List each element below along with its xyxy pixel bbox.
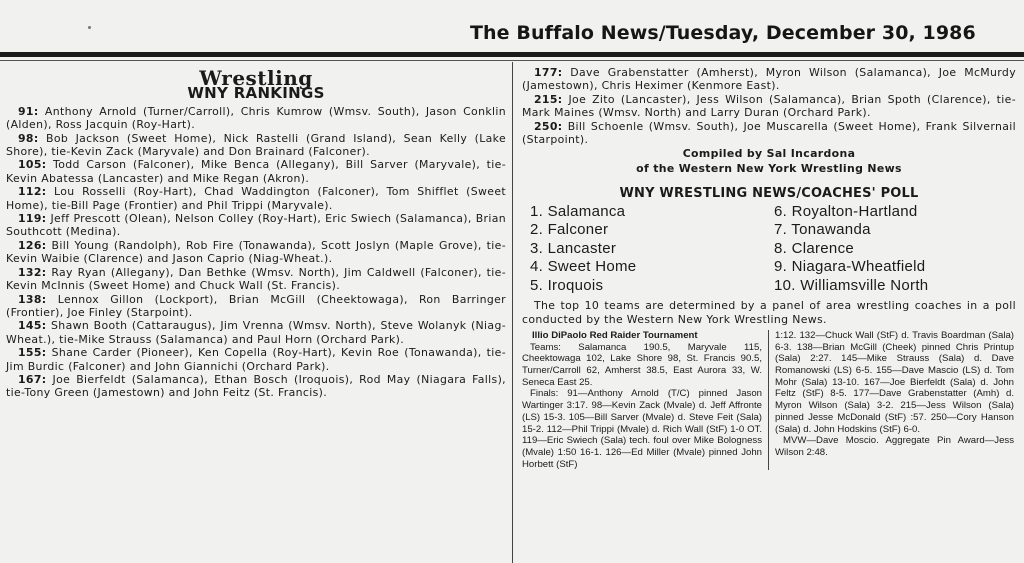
ranking-entry (522, 120, 1016, 147)
tournament-finals-continued: 1:12. 132—Chuck Wall (StF) d. Travis Boardman (Sala) 6-3. 138—Brian McGill (Cheek) pinned Chris Printup (Sala) 2:27. 145—Mike Strauss (Sala) d. Dave Romanowski (LS) 6-5. 155—Dave Mascio (LS) d. Tom Mohr (Sala) 13-10. 167—Joe Bierfeldt (Sala) d. John Feltz (StF) 8-5. 177—Dave Grabenstatter (Amh) d. Myron Wilson (Sala) 3-2. 215—Jess Wilson (Sala) pinned Jesse McDonald (StF) :57. 250—Cory Hanson (Sala) d. John Hodskins (StF) 6-0. (775, 329, 1014, 435)
rankings-list-continued (522, 66, 1016, 146)
poll-note: The top 10 teams are determined by a panel of area wrestling coaches in a poll conducted by the Western New York Wrestling News. (522, 299, 1016, 326)
poll-team: 10. Williamsville North (774, 276, 929, 294)
ranking-entry (522, 93, 1016, 120)
ranked-wrestlers: Jeff Prescott (Olean), Nelson Colley (Roy-Hart), Eric Swiech (Salamanca), Brian Southcott (Medina). (6, 212, 506, 239)
ranking-entry (6, 373, 506, 400)
weight-class: 112: (18, 185, 47, 199)
weight-class: 155: (18, 346, 47, 360)
poll-team: 4. Sweet Home (530, 258, 637, 276)
tournament-results (522, 330, 1016, 470)
weight-class: 98: (18, 131, 39, 145)
rankings-list (6, 105, 506, 400)
poll-team: 5. Iroquois (530, 276, 604, 294)
ranked-wrestlers: Joe Bierfeldt (Salamanca), Ethan Bosch (Iroquois), Rod May (Niagara Falls), tie-Tony Green (Jamestown) and John Feitz (St. Francis). (6, 372, 506, 400)
weight-class: 105: (18, 158, 47, 172)
ranked-wrestlers: Dave Grabenstatter (Amherst), Myron Wilson (Salamanca), Joe McMurdy (Jamestown), Chris Heximer (Kenmore East). (522, 66, 1016, 93)
weight-class: 177: (534, 66, 563, 79)
left-column (6, 66, 506, 400)
ranked-wrestlers: Lou Rosselli (Roy-Hart), Chad Waddington (Falconer), Tom Shifflet (Sweet Home), tie-Bill Page (Frontier) and Phil Trippi (Maryvale). (6, 185, 506, 212)
rankings-subheading: WNY RANKINGS (187, 84, 325, 103)
ranked-wrestlers: Bill Schoenle (Wmsv. South), Joe Muscarella (Sweet Home), Frank Silvernail (Starpoint). (522, 119, 1016, 147)
ranked-wrestlers: Bob Jackson (Sweet Home), Nick Rastelli (Grand Island), Sean Kelly (Lake Shore), tie-Kevin Zack (Maryvale) and Don Brainard (Falconer). (6, 131, 506, 159)
ranked-wrestlers: Todd Carson (Falconer), Mike Benca (Allegany), Bill Sarver (Maryvale), tie-Kevin Abatessa (Lancaster) and Mike Regan (Akron). (6, 158, 506, 185)
weight-class: 119: (18, 212, 47, 226)
speck (88, 26, 91, 29)
weight-class: 138: (18, 292, 47, 306)
ranking-entry (6, 212, 506, 239)
weight-class: 215: (534, 92, 563, 106)
ranked-wrestlers: Ray Ryan (Allegany), Dan Bethke (Wmsv. North), Jim Caldwell (Falconer), tie-Kevin McInnis (Sweet Home) and Chuck Wall (St. Francis). (6, 265, 506, 293)
ranking-entry (6, 346, 506, 373)
masthead (0, 0, 1024, 50)
ranking-entry (522, 66, 1016, 93)
weight-class: 167: (18, 372, 47, 386)
ranked-wrestlers: Shane Carder (Pioneer), Ken Copella (Roy-Hart), Kevin Roe (Tonawanda), tie-Jim Burdic (Falconer) and John Giannichi (Orchard Park). (6, 346, 506, 373)
ranking-entry (6, 239, 506, 266)
ranked-wrestlers: Shawn Booth (Cattaraugus), Jim Vrenna (Wmsv. North), Steve Wolanyk (Niag-Wheat.), tie-Mike Strauss (Salamanca) and Paul Horn (Orchard Park). (6, 319, 506, 346)
section-heading: Wrestling (199, 66, 313, 90)
ranked-wrestlers: Bill Young (Randolph), Rob Fire (Tonawanda), Scott Joslyn (Maple Grove), tie-Kevin Waibie (Clarence) and Jason Caprio (Niag-Wheat.). (6, 238, 506, 266)
poll-team: 9. Niagara-Wheatfield (774, 258, 926, 276)
ranking-entry (6, 105, 506, 132)
ranked-wrestlers: Lennox Gillon (Lockport), Brian McGill (Cheektowaga), Ron Barringer (Frontier), Joe Finley (Starpoint). (6, 292, 506, 319)
poll-team: 2. Falconer (530, 221, 609, 239)
tournament-heading: Illio DiPaolo Red Raider Tournament (532, 329, 698, 341)
weight-class: 126: (18, 238, 47, 252)
right-column (522, 66, 1016, 470)
poll-heading: WNY WRESTLING NEWS/COACHES' POLL (619, 186, 919, 202)
credit-line: of the Western New York Wrestling News (636, 161, 902, 175)
ranking-entry (6, 158, 506, 185)
tournament-finals: Finals: 91—Anthony Arnold (T/C) pinned Jason Wartinger 3:17. 98—Kevin Zack (Mvale) d. Jeff Affronte (LS) 15-3. 105—Bill Sarver (Mvale) d. Steve Feit (Sala) 15-2. 112—Phil Trippi (Mvale) d. Rich Wall (StF) 1-0 OT. 119—Eric Swiech (Sala) tech. foul over Mike Bologness (Mvale) 1:50 16-1. 126—Ed Miller (Mvale) pinned John Horbett (StF) (522, 388, 762, 470)
weight-class: 91: (18, 104, 39, 118)
masthead-rule (0, 52, 1024, 57)
weight-class: 132: (18, 265, 47, 279)
tournament-awards: MVW—Dave Moscio. Aggregate Pin Award—Jess Wilson 2:48. (775, 435, 1014, 458)
ranking-entry (6, 293, 506, 320)
coaches-poll (530, 203, 1016, 296)
tournament-teams: Teams: Salamanca 190.5, Maryvale 115, Cheektowaga 102, Lake Shore 98, St. Francis 90.5, Turner/Carroll 62, Amherst 38.5, East Aurora 33, W. Seneca East 25. (522, 341, 762, 388)
newspaper-masthead-title: The Buffalo News/Tuesday, December 30, 1986 (470, 22, 976, 44)
ranked-wrestlers: Anthony Arnold (Turner/Carroll), Chris Kumrow (Wmsv. South), Jason Conklin (Alden), Ross Jacquin (Roy-Hart). (6, 104, 506, 132)
tournament-col-right (768, 330, 1014, 470)
ranking-entry (6, 319, 506, 346)
poll-team: 1. Salamanca (530, 202, 626, 220)
poll-team: 8. Clarence (774, 239, 855, 257)
poll-team: 7. Tonawanda (774, 221, 871, 239)
ranked-wrestlers: Joe Zito (Lancaster), Jess Wilson (Salamanca), Brian Spoth (Clarence), tie-Mark Maines (Wmsv. North) and Larry Duran (Orchard Park). (522, 92, 1016, 120)
tournament-col-left (522, 330, 762, 470)
masthead-thin-rule (0, 60, 1024, 61)
weight-class: 145: (18, 319, 47, 333)
weight-class: 250: (534, 119, 563, 133)
poll-team: 3. Lancaster (530, 239, 617, 257)
ranking-entry (6, 132, 506, 159)
credit-line: Compiled by Sal Incardona (682, 147, 856, 161)
column-divider (512, 62, 513, 563)
ranking-entry (6, 266, 506, 293)
ranking-entry (6, 185, 506, 212)
poll-team: 6. Royalton-Hartland (774, 202, 918, 220)
